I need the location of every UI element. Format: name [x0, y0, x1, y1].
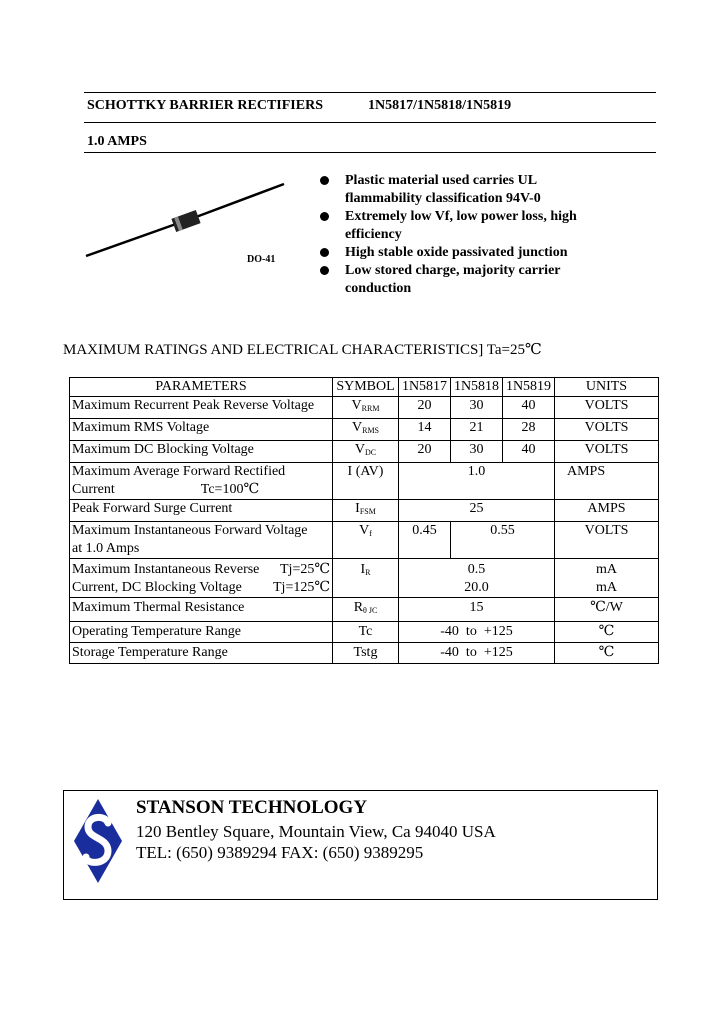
symbol-subscript: FSM [359, 507, 376, 516]
param-line [72, 481, 330, 499]
value-cell: 30 [451, 441, 503, 463]
table-row [70, 643, 659, 664]
unit-cell: VOLTS [555, 397, 659, 419]
param-line: Maximum Average Forward Rectified [72, 464, 286, 479]
column-header: UNITS [555, 378, 659, 397]
symbol-cell: Tc [333, 622, 399, 643]
symbol-text: V [351, 398, 362, 413]
feature-list [318, 172, 588, 298]
value-cell [399, 559, 555, 598]
part-numbers: 1N5817/1N5818/1N5819 [368, 98, 512, 113]
unit-cell: ℃/W [555, 598, 659, 622]
top-rule [84, 92, 656, 93]
symbol-text: V [354, 442, 365, 457]
unit-cell: AMPS [555, 463, 659, 500]
value-cell: 40 [503, 441, 555, 463]
symbol-text: V [359, 523, 370, 538]
symbol-cell [333, 397, 399, 419]
value-cell: 21 [451, 419, 503, 441]
symbol-subscript: f [369, 529, 372, 538]
param-cell: Maximum Recurrent Peak Reverse Voltage [70, 397, 333, 419]
unit-cell: VOLTS [555, 419, 659, 441]
unit-cell [555, 559, 659, 598]
table-row [70, 622, 659, 643]
feature-item: Extremely low Vf, low power loss, high efficiency [318, 208, 588, 244]
value-cell: 0.55 [451, 522, 555, 559]
column-header: 1N5818 [451, 378, 503, 397]
value-cell: 0.45 [399, 522, 451, 559]
param-cell [70, 463, 333, 500]
value-cell: 15 [399, 598, 555, 622]
symbol-cell [333, 559, 399, 598]
company-footer [63, 790, 658, 900]
value-cell: 40 [503, 397, 555, 419]
value-cell: -40 to +125 [399, 622, 555, 643]
symbol-text: V [351, 420, 363, 435]
symbol-cell [333, 522, 399, 559]
symbol-subscript: R [365, 568, 371, 577]
table-header-row [70, 378, 659, 397]
company-phone: TEL: (650) 9389294 FAX: (650) 9389295 [136, 843, 424, 862]
value-cell: 30 [451, 397, 503, 419]
specifications-table [69, 377, 659, 664]
unit-cell: ℃ [555, 622, 659, 643]
symbol-subscript: RMS [362, 426, 380, 435]
value-cell: 1.0 [399, 463, 555, 500]
table-row [70, 500, 659, 522]
table-row [70, 463, 659, 500]
symbol-cell: I (AV) [333, 463, 399, 500]
param-cell: Maximum DC Blocking Voltage [70, 441, 333, 463]
table-row [70, 559, 659, 598]
param-cell [70, 522, 333, 559]
feature-item: Plastic material used carries UL flammability classification 94V-0 [318, 172, 588, 208]
value-cell: 25 [399, 500, 555, 522]
table-row [70, 598, 659, 622]
feature-item: Low stored charge, majority carrier conduction [318, 262, 588, 298]
column-header: 1N5817 [399, 378, 451, 397]
document-title: SCHOTTKY BARRIER RECTIFIERS [87, 98, 323, 113]
unit-cell: AMPS [555, 500, 659, 522]
table-row [70, 522, 659, 559]
value-line: 20.0 [464, 580, 489, 595]
param-line: at 1.0 Amps [72, 541, 140, 556]
symbol-text: I [360, 562, 366, 577]
param-text: Current [72, 482, 115, 497]
param-text: Current, DC Blocking Voltage [72, 580, 242, 595]
param-cell: Peak Forward Surge Current [70, 500, 333, 522]
symbol-text: I [355, 501, 360, 516]
section-rule [84, 152, 656, 153]
company-address: 120 Bentley Square, Mountain View, Ca 94040 USA [136, 822, 496, 841]
param-cell [70, 559, 333, 598]
condition-text: Tj=125℃ [273, 580, 330, 595]
param-text: Maximum Instantaneous Reverse [72, 562, 260, 577]
symbol-cell [333, 441, 399, 463]
value-cell: 20 [399, 397, 451, 419]
company-name: STANSON TECHNOLOGY [136, 797, 368, 818]
table-row [70, 397, 659, 419]
unit-line: mA [596, 562, 617, 577]
value-cell: 28 [503, 419, 555, 441]
symbol-text: R [353, 600, 364, 615]
param-line: Maximum Instantaneous Forward Voltage [72, 523, 308, 538]
condition-text: Tc=100℃ [200, 482, 260, 497]
symbol-subscript: θ JC [363, 606, 378, 615]
symbol-cell [333, 598, 399, 622]
column-header: PARAMETERS [70, 378, 333, 397]
unit-cell: VOLTS [555, 441, 659, 463]
symbol-cell [333, 500, 399, 522]
param-line [72, 579, 330, 597]
table-row [70, 441, 659, 463]
company-logo-icon [72, 797, 124, 885]
symbol-cell: Tstg [333, 643, 399, 664]
feature-item: High stable oxide passivated junction [318, 244, 588, 262]
section-title: MAXIMUM RATINGS AND ELECTRICAL CHARACTERISTICS] Ta=25℃ [63, 342, 542, 358]
param-cell: Operating Temperature Range [70, 622, 333, 643]
param-cell: Maximum RMS Voltage [70, 419, 333, 441]
symbol-cell [333, 419, 399, 441]
value-cell: -40 to +125 [399, 643, 555, 664]
param-cell: Storage Temperature Range [70, 643, 333, 664]
value-cell: 14 [399, 419, 451, 441]
symbol-subscript: RRM [361, 404, 380, 413]
unit-line: mA [596, 580, 617, 595]
table-row [70, 419, 659, 441]
value-line: 0.5 [467, 562, 486, 577]
title-rule [84, 122, 656, 123]
unit-cell: ℃ [555, 643, 659, 664]
unit-cell: VOLTS [555, 522, 659, 559]
param-cell: Maximum Thermal Resistance [70, 598, 333, 622]
param-line [72, 561, 330, 579]
package-label: DO-41 [247, 254, 276, 265]
current-rating: 1.0 AMPS [87, 134, 147, 149]
symbol-subscript: DC [365, 448, 377, 457]
condition-text: Tj=25℃ [280, 562, 330, 577]
column-header: SYMBOL [333, 378, 399, 397]
column-header: 1N5819 [503, 378, 555, 397]
value-cell: 20 [399, 441, 451, 463]
